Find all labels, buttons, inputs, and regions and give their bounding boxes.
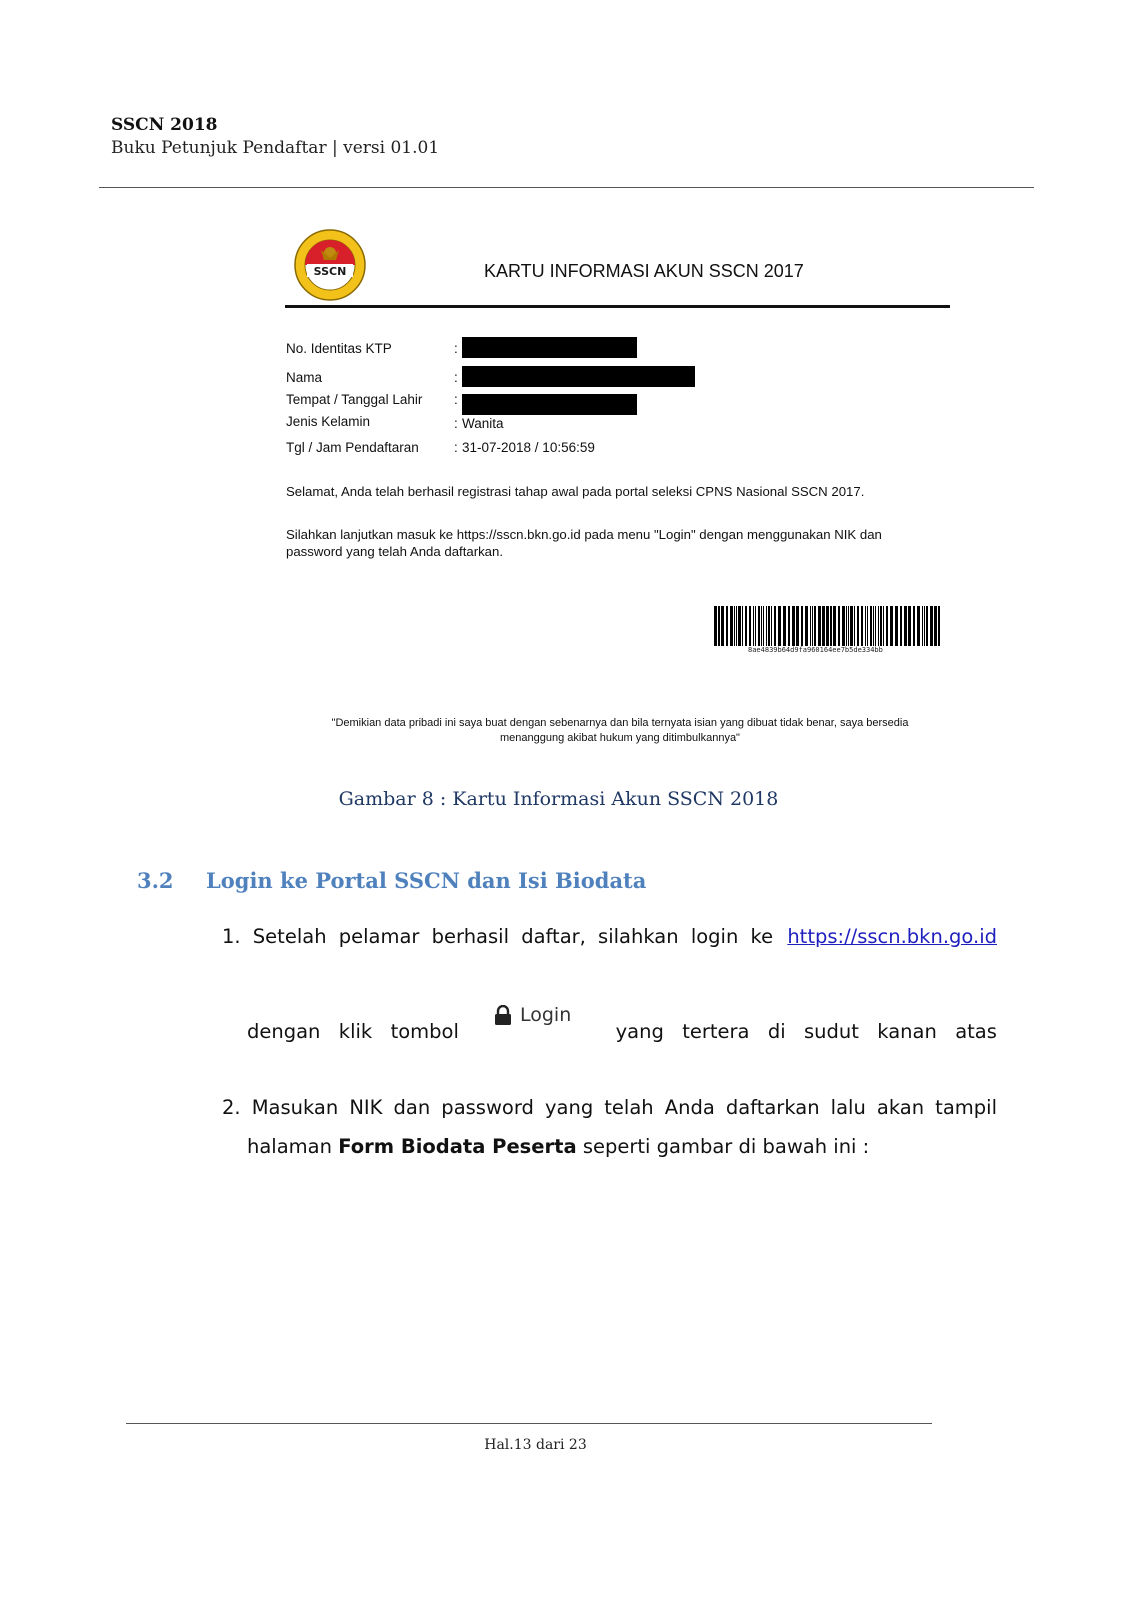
field-label-ktp: No. Identitas KTP (286, 341, 392, 356)
barcode-bar (774, 606, 776, 646)
header-divider (99, 187, 1034, 188)
congrats-text: Selamat, Anda telah berhasil registrasi tahap awal pada portal seleksi CPNS Nasional SSCN 2017. (286, 484, 865, 499)
step-2-prefix: halaman (247, 1135, 332, 1158)
form-biodata-label: Form Biodata Peserta (338, 1135, 577, 1158)
barcode-bar (718, 606, 720, 646)
declaration-line-1: "Demikian data pribadi ini saya buat dengan sebenarnya dan bila ternyata isian yang dibuat tidak benar, saya bersedia (331, 717, 909, 729)
barcode-bar (865, 606, 866, 646)
barcode-bar (812, 606, 813, 646)
barcode-bar (854, 606, 855, 646)
step-1-word: yang (615, 1020, 664, 1043)
barcode-bar (917, 606, 920, 646)
barcode-bar (861, 606, 863, 646)
barcode-bar (805, 606, 808, 646)
barcode-bar (771, 606, 772, 646)
barcode-bar (755, 606, 756, 646)
card-title: KARTU INFORMASI AKUN SSCN 2017 (484, 261, 804, 281)
field-colon: : (454, 392, 458, 407)
barcode-bar (783, 606, 786, 646)
barcode-bar (801, 606, 803, 646)
doc-header-title: SSCN 2018 (111, 115, 218, 135)
barcode-bar (857, 606, 859, 646)
barcode-bar (886, 606, 888, 646)
redaction-bar (462, 366, 695, 387)
barcode-bar (796, 606, 799, 646)
barcode-bar (875, 606, 876, 646)
barcode-bar (833, 606, 836, 646)
barcode-bar (924, 606, 925, 646)
barcode-bar (908, 606, 911, 646)
field-value-registration-time: 31-07-2018 / 10:56:59 (462, 440, 595, 455)
declaration-line-2: menanggung akibat hukum yang ditimbulkannya" (500, 732, 740, 744)
doc-header-subtitle: Buku Petunjuk Pendaftar | versi 01.01 (111, 138, 440, 158)
step-1-word: kanan (877, 1020, 937, 1043)
step-1-word: dengan (247, 1020, 321, 1043)
field-label-ttl: Tempat / Tanggal Lahir (286, 392, 423, 407)
barcode-bar (913, 606, 915, 646)
field-value-gender: Wanita (462, 416, 504, 431)
lock-icon (494, 1005, 512, 1025)
barcode-bar (714, 606, 717, 646)
barcode-bar (922, 606, 923, 646)
barcode-bar (736, 606, 737, 646)
barcode-bar (810, 606, 811, 646)
barcode-bar (763, 606, 764, 646)
card-divider (285, 305, 950, 308)
field-colon: : (454, 416, 458, 431)
field-label-registration-time: Tgl / Jam Pendaftaran (286, 440, 419, 455)
step-1-word: klik (338, 1020, 373, 1043)
login-button[interactable] (494, 1004, 571, 1026)
barcode-bar (814, 606, 816, 646)
barcode-bar (726, 606, 728, 646)
figure-caption-text: Gambar 8 : Kartu Informasi Akun SSCN 2018 (338, 788, 779, 810)
barcode-bar (938, 606, 940, 646)
barcode-bar (830, 606, 832, 646)
step-1-word: di (767, 1020, 786, 1043)
barcode-bar (846, 606, 847, 646)
barcode-bar (738, 606, 741, 646)
barcode-bar (734, 606, 735, 646)
barcode-bar (788, 606, 790, 646)
step-2-line-2 (247, 1135, 869, 1158)
barcode-bar (895, 606, 898, 646)
barcode-bar (850, 606, 853, 646)
step-1-line-1 (222, 925, 997, 948)
barcode-bar (842, 606, 845, 646)
barcode-bar (721, 606, 724, 646)
step-1-word: tertera (682, 1020, 750, 1043)
field-colon: : (454, 341, 458, 356)
barcode-bar (758, 606, 760, 646)
barcode-bar (822, 606, 825, 646)
field-colon: : (454, 370, 458, 385)
instruction-line-2: password yang telah Anda daftarkan. (286, 544, 504, 559)
step-1-line-2 (247, 1020, 997, 1043)
barcode-bar (826, 606, 829, 646)
barcode-bar (818, 606, 821, 646)
barcode-bar (930, 606, 933, 646)
barcode-bar (753, 606, 754, 646)
barcode-bar (792, 606, 795, 646)
barcode-bar (883, 606, 884, 646)
section-title: Login ke Portal SSCN dan Isi Biodata (206, 868, 647, 893)
barcode-bar (742, 606, 743, 646)
instruction-line-1: Silahkan lanjutkan masuk ke https://sscn.bkn.go.id pada menu "Login" dengan menggunakan NIK dan (286, 527, 882, 542)
login-button-label: Login (520, 1004, 572, 1026)
logo-text: SSCN (313, 265, 347, 278)
barcode-number: 8ae4839b64d9fa960164ee7b5de334bb (748, 646, 883, 654)
redaction-bar (462, 394, 637, 415)
barcode-bar (778, 606, 781, 646)
barcode-bar (926, 606, 928, 646)
section-number: 3.2 (137, 868, 174, 893)
barcode-bar (867, 606, 868, 646)
barcode-bar (900, 606, 902, 646)
step-2-suffix: seperti gambar di bawah ini : (582, 1135, 870, 1158)
barcode-bar (766, 606, 767, 646)
barcode-bar (880, 606, 882, 646)
declaration-text (290, 716, 950, 746)
barcode-bar (838, 606, 840, 646)
footer-divider (126, 1423, 932, 1424)
field-label-gender: Jenis Kelamin (286, 414, 371, 429)
barcode-bar (904, 606, 907, 646)
barcode-bar (745, 606, 747, 646)
barcode-bar (749, 606, 751, 646)
field-label-nama: Nama (286, 370, 323, 385)
barcode-bar (768, 606, 770, 646)
barcode-bar (870, 606, 872, 646)
step-2-line-1: 2. Masukan NIK dan password yang telah Anda daftarkan lalu akan tampil (222, 1096, 997, 1119)
sscn-logo-icon (293, 228, 367, 302)
barcode-bar (878, 606, 879, 646)
barcode-bar (890, 606, 893, 646)
step-1-word: atas (955, 1020, 997, 1043)
page-number: Hal.13 dari 23 (484, 1437, 587, 1453)
figure-caption (0, 788, 1131, 810)
step-1-word: tombol (390, 1020, 459, 1043)
barcode (714, 606, 940, 646)
sscn-portal-link[interactable]: https://sscn.bkn.go.id (787, 925, 997, 948)
step-1-text: 1. Setelah pelamar berhasil daftar, silahkan login ke (222, 925, 774, 948)
barcode-bar (934, 606, 937, 646)
barcode-bar (873, 606, 874, 646)
barcode-bar (730, 606, 733, 646)
field-colon: : (454, 440, 458, 455)
barcode-bar (848, 606, 849, 646)
redaction-bar (462, 337, 637, 358)
barcode-bar (761, 606, 762, 646)
step-1-word: sudut (803, 1020, 859, 1043)
